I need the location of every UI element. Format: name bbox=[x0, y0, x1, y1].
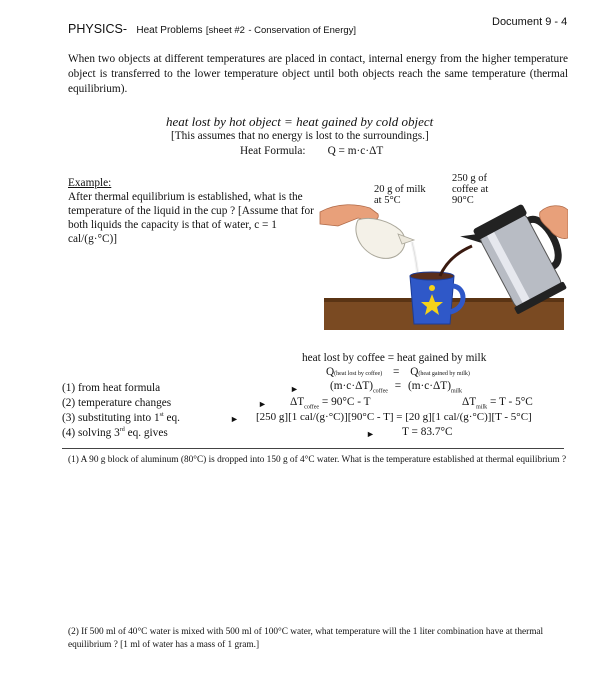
coffee-label-line-1: 250 g of bbox=[452, 173, 487, 184]
page-header bbox=[68, 22, 356, 36]
step3-label-sup: st bbox=[159, 412, 164, 419]
q-right: Q bbox=[410, 366, 419, 378]
step3-label-b: eq. bbox=[163, 412, 180, 424]
step1-left-sub: coffee bbox=[373, 388, 388, 395]
step3-arrow-icon: ► bbox=[230, 414, 239, 424]
heat-formula-label: Heat Formula: bbox=[240, 145, 306, 157]
step2-left-val: = 90°C - T bbox=[321, 396, 371, 408]
step1-right-sub: milk bbox=[450, 388, 462, 395]
step1-mid: = bbox=[394, 380, 402, 392]
milk-label bbox=[374, 184, 426, 206]
step1-label: (1) from heat formula bbox=[62, 382, 161, 394]
example-text: After thermal equilibrium is established, what is the temperature of the liquid in the cup ? [Assume that for both liquids the capacity is that of water, c = 1 cal/(g·°C)] bbox=[68, 191, 314, 245]
step2-coffee bbox=[290, 396, 371, 410]
step2-left: ΔT bbox=[290, 396, 305, 408]
coffee-stream bbox=[440, 246, 472, 276]
document-id: Document 9 - 4 bbox=[492, 16, 568, 28]
assumption-note: [This assumes that no energy is lost to the surroundings.] bbox=[171, 130, 429, 142]
q-right-sub: (heat gained by milk) bbox=[418, 371, 470, 377]
coffee-label bbox=[452, 173, 488, 206]
coffee-milk-illustration bbox=[318, 190, 568, 340]
step4-label bbox=[62, 427, 168, 439]
step2-right: ΔT bbox=[462, 396, 477, 408]
sheet-topic: - Conservation of Energy] bbox=[248, 25, 357, 36]
q-left-sub: (heat lost by coffee) bbox=[334, 371, 383, 377]
heat-formula bbox=[240, 145, 383, 157]
subject-label: PHYSICS- bbox=[68, 22, 128, 36]
section-divider bbox=[62, 448, 564, 449]
q-left: Q bbox=[326, 366, 335, 378]
step4-expr: T = 83.7°C bbox=[402, 426, 453, 438]
step2-left-sub: coffee bbox=[304, 404, 320, 411]
example-heading: Example: bbox=[68, 177, 112, 189]
step2-right-sub: milk bbox=[476, 404, 488, 411]
step4-label-sup: rd bbox=[119, 427, 125, 434]
intro-paragraph: When two objects at different temperatures are placed in contact, internal energy from the higher temperature object is transferred to the lower temperature object until both objects reach the same temperature (thermal equilibrium). bbox=[68, 53, 568, 95]
q-eq: = bbox=[393, 366, 400, 378]
step3-label bbox=[62, 412, 180, 424]
step4-label-a: (4) solving 3 bbox=[62, 427, 120, 439]
step1-expr bbox=[330, 380, 462, 394]
solution-line-0: heat lost by coffee = heat gained by milk bbox=[302, 352, 487, 364]
step4-label-b: eq. gives bbox=[124, 427, 168, 439]
milk-pitcher-icon bbox=[356, 218, 405, 258]
example-block bbox=[68, 176, 316, 246]
milk-label-line-1: 20 g of milk bbox=[374, 184, 426, 195]
conservation-law: heat lost by hot object = heat gained by cold object bbox=[166, 114, 434, 129]
step3-expr: [250 g][1 cal/(g·°C)][90°C - T] = [20 g][1 cal/(g·°C)][T - 5°C] bbox=[256, 411, 532, 423]
question-2: (2) If 500 ml of 40°C water is mixed with 500 ml of 100°C water, what temperature will the 1 liter combination have at thermal equilibrium ? [1 ml of water has a mass of 1 gram.] bbox=[68, 627, 544, 650]
step1-arrow-icon: ► bbox=[290, 384, 299, 394]
step3-label-a: (3) substituting into 1 bbox=[62, 412, 160, 424]
milk-label-line-2: at 5°C bbox=[374, 195, 401, 206]
coffee-label-line-3: 90°C bbox=[452, 195, 474, 206]
sheet-number: [sheet #2 bbox=[205, 25, 245, 36]
step4-arrow-icon: ► bbox=[366, 429, 375, 439]
question-1: (1) A 90 g block of aluminum (80°C) is dropped into 150 g of 4°C water. What is the temperature established at thermal equilibrium ? bbox=[68, 455, 567, 465]
step2-arrow-icon: ► bbox=[258, 399, 267, 409]
right-hand-icon bbox=[540, 206, 568, 239]
coffee-label-line-2: coffee at bbox=[452, 184, 489, 195]
step2-label: (2) temperature changes bbox=[62, 397, 172, 409]
sheet-title: Heat Problems bbox=[136, 25, 203, 36]
step1-right: (m·c·ΔT) bbox=[407, 380, 451, 392]
step2-milk bbox=[462, 396, 533, 410]
solution-q-line bbox=[326, 366, 470, 378]
heat-formula-expression: Q = m·c·ΔT bbox=[327, 145, 384, 157]
step1-left: (m·c·ΔT) bbox=[330, 380, 374, 392]
step2-right-val: = T - 5°C bbox=[490, 396, 533, 408]
